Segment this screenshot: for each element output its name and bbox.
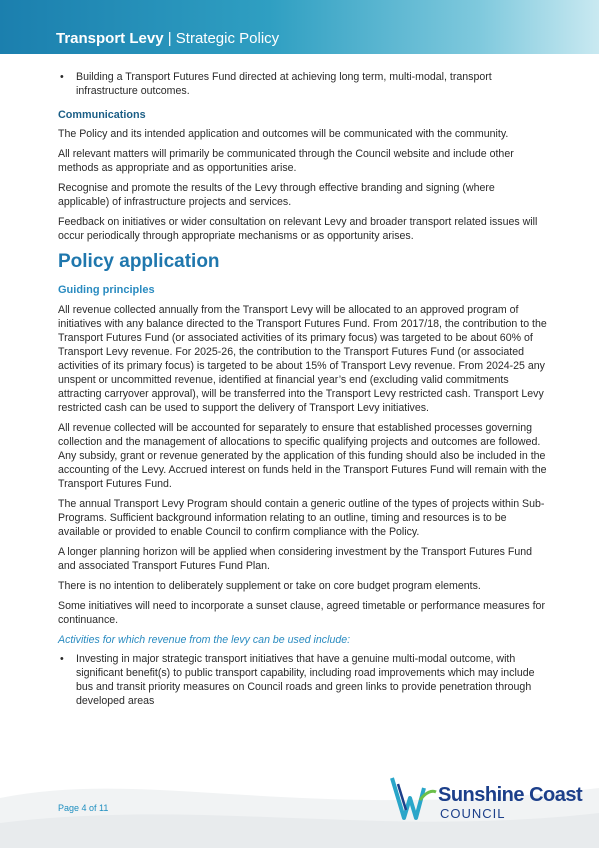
paragraph: All revenue collected will be accounted for separately to ensure that established processes governing collection and the management of allocations to specific qualifying projects and outcomes are followed. Any subsidy, grant or revenue generated by the application of this funding should also be included in the accounting of the Levy. Accrued interest on funds held in the Transport Futures Fund will remain with the Transport Futures Fund. xyxy=(58,422,547,490)
wave-logo-icon xyxy=(390,770,438,830)
header-separator: | xyxy=(163,30,176,47)
bullet-text: Investing in major strategic transport initiatives that have a genuine multi-modal outcome, with significant benefit(s) to public transport capability, including road improvements which may include bus and transit priority measures on Council roads and green links to provide penetration through developed areas xyxy=(76,653,535,707)
logo-text-secondary: COUNCIL xyxy=(440,806,506,821)
paragraph: A longer planning horizon will be applied when considering investment by the Transport Futures Fund and associated Transport Futures Fund Plan. xyxy=(58,546,533,572)
communications-heading: Communications xyxy=(58,109,146,121)
page-number: Page 4 of 11 xyxy=(58,803,109,813)
paragraph: The Policy and its intended application and outcomes will be communicated with the community. xyxy=(58,128,509,140)
bullet-icon: • xyxy=(60,71,64,83)
paragraph: All relevant matters will primarily be communicated through the Council website and include other methods as appropriate and as opportunities arise. xyxy=(58,148,514,174)
bullet-text: Building a Transport Futures Fund directed at achieving long term, multi-modal, transport infrastructure outcomes. xyxy=(76,71,492,97)
header-title-rest: Strategic Policy xyxy=(175,30,280,47)
policy-application-heading: Policy application xyxy=(58,251,220,272)
list-item xyxy=(58,652,548,708)
council-logo xyxy=(390,770,583,830)
document-body xyxy=(58,70,548,714)
paragraph: Recognise and promote the results of the Levy through effective branding and signing (where applicable) of infrastructure projects and services. xyxy=(58,182,495,208)
guiding-principles-heading: Guiding principles xyxy=(58,284,155,296)
list-item xyxy=(58,70,548,98)
paragraph: There is no intention to deliberately supplement or take on core budget program elements. xyxy=(58,580,481,592)
paragraph: Feedback on initiatives or wider consultation on relevant Levy and broader transport related issues will occur periodically through appropriate mechanisms or as opportunity arises. xyxy=(58,216,538,242)
logo-text-primary: Sunshine Coast xyxy=(438,784,583,806)
activities-heading: Activities for which revenue from the levy can be used include: xyxy=(58,634,351,646)
header-title-bold: Transport Levy xyxy=(56,30,164,47)
paragraph: The annual Transport Levy Program should contain a generic outline of the types of projects within Sub-Programs. Sufficient background information relating to an outline, timing and resources is to be available or provided to enable Council to confirm compliance with the Policy. xyxy=(58,498,545,538)
header-title xyxy=(56,30,279,47)
bullet-icon: • xyxy=(60,653,64,665)
page-header xyxy=(0,0,599,54)
paragraph: All revenue collected annually from the Transport Levy will be allocated to an approved program of initiatives with any balance directed to the Transport Futures Fund. From 2017/18, the contribution to the Transport Futures Fund (or associated activities of its primary focus) was targeted to be about 60% of Transport Levy revenue. For 2025-26, the contribution to the Transport Futures Fund (or associated activities of its primary focus) is targeted to be about 15% of Transport Levy revenue. From 2024-25 any unspent or uncommitted revenue, identified at financial year’s end (excluding valid commitments attracting carryover approval), will be transferred into the Transport Levy restricted cash. Transport Levy restricted cash can be used to support the delivery of Transport Levy initiatives. xyxy=(58,304,547,414)
paragraph: Some initiatives will need to incorporate a sunset clause, agreed timetable or performance measures for continuance. xyxy=(58,600,545,626)
